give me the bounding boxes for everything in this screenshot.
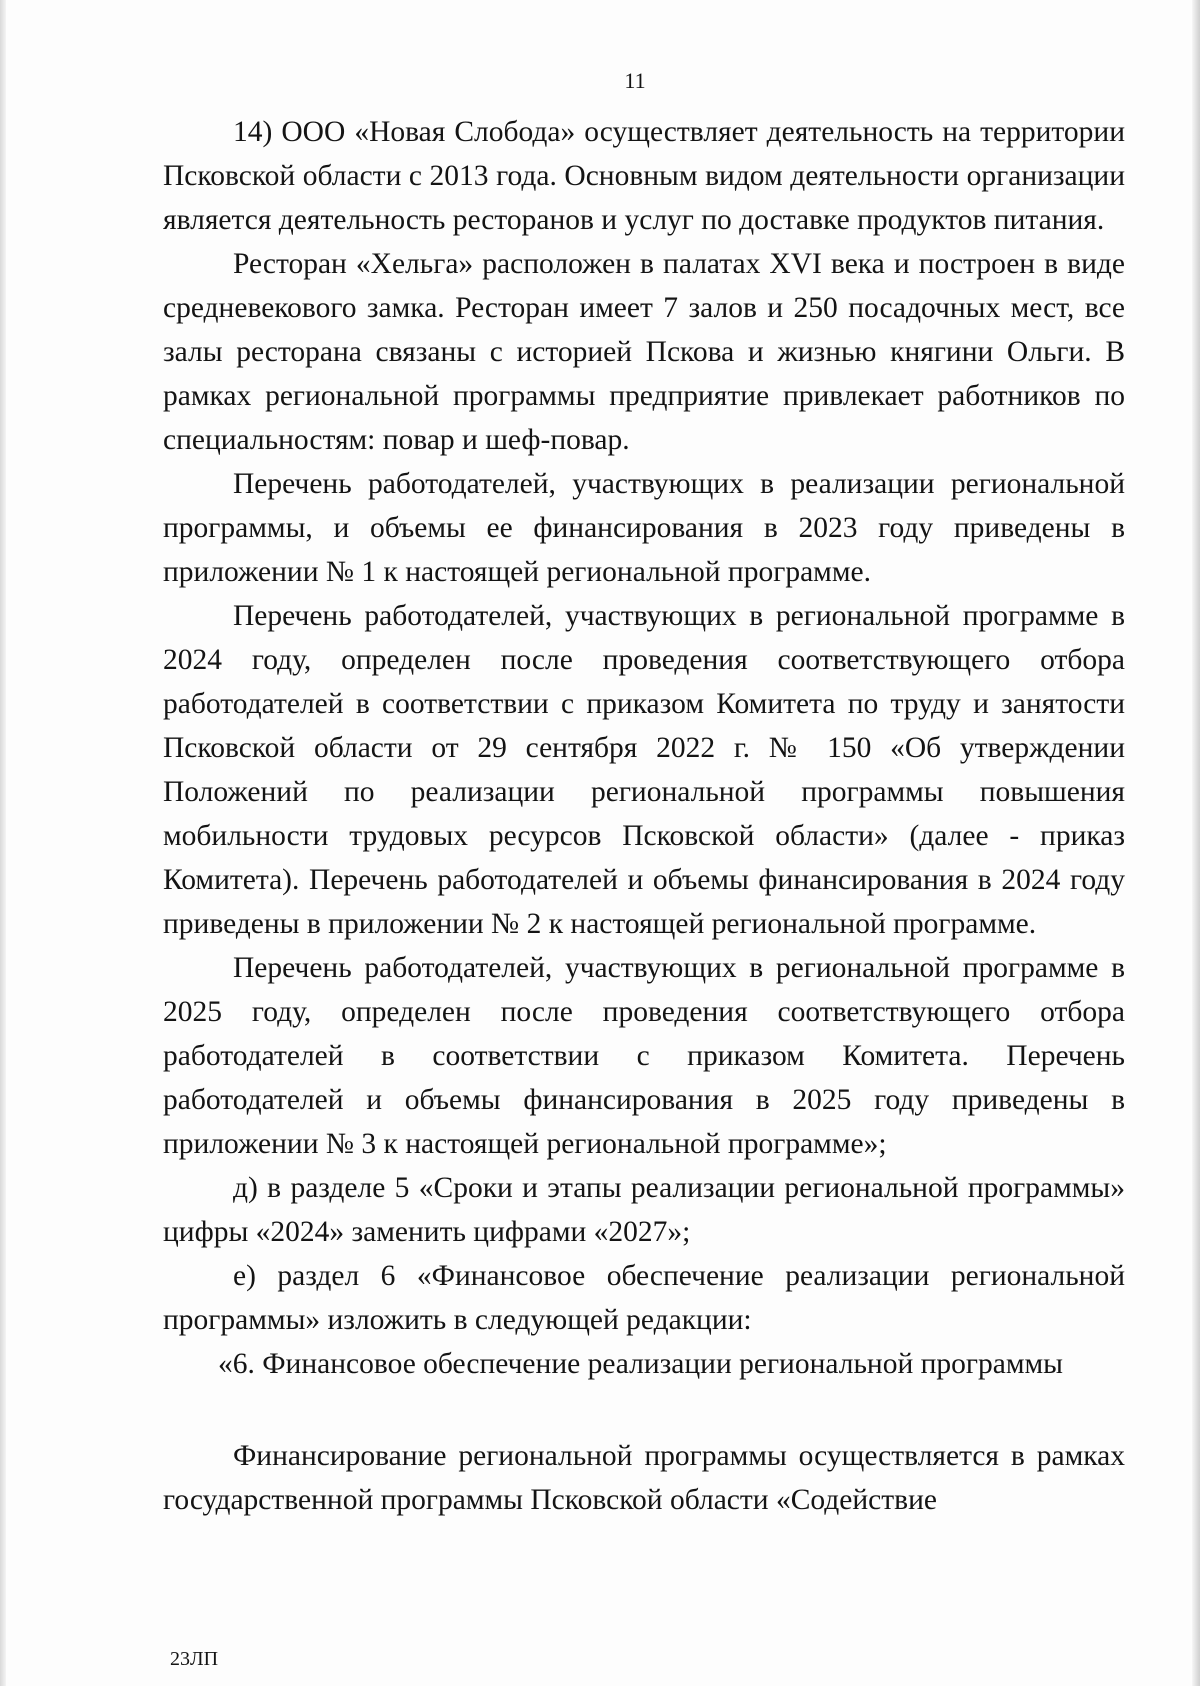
paragraph-employers-2024: Перечень работодателей, участвующих в региональной программе в 2024 году, определен после проведения соответствующего отбора работодателей в соответствии с приказом Комитета по труду и занятости Псковской области от 29 сентября 2022 г. № 150 «Об утверждении Положений по реализации региональной программы повышения мобильности трудовых ресурсов Псковской области» (далее - приказ Комитета). Перечень работодателей и объемы финансирования в 2024 году приведены в приложении № 2 к настоящей региональной программе.: [163, 600, 1125, 940]
paragraph-financing: Финансирование региональной программы осуществляется в рамках государственной программы Псковской области «Содействие: [163, 1440, 1125, 1516]
paragraph-section-5-amendment: д) в разделе 5 «Сроки и этапы реализации региональной программы» цифры «2024» заменить цифрами «2027»;: [163, 1172, 1125, 1248]
paragraph-section-6-amendment: е) раздел 6 «Финансовое обеспечение реализации региональной программы» изложить в следующей редакции:: [163, 1260, 1125, 1336]
scan-edge-left: [0, 0, 6, 1686]
page-number: 11: [624, 68, 646, 93]
section-6-heading: «6. Финансовое обеспечение реализации региональной программы: [218, 1348, 1063, 1380]
footer-code: 23ЛП: [170, 1648, 219, 1670]
document-body: [163, 110, 1125, 1522]
paragraph-restaurant-helga: Ресторан «Хельга» расположен в палатах XVI века и построен в виде средневекового замка. Ресторан имеет 7 залов и 250 посадочных мест, все залы ресторана связаны с историей Пскова и жизнью княгини Ольги. В рамках региональной программы предприятие привлекает работников по специальностям: повар и шеф-повар.: [163, 248, 1125, 456]
scan-edge-right: [1192, 0, 1200, 1686]
spacer: [163, 1386, 1125, 1434]
paragraph-new-sloboda: 14) ООО «Новая Слобода» осуществляет деятельность на территории Псковской области с 2013 года. Основным видом деятельности организации является деятельность ресторанов и услуг по доставке продуктов питания.: [163, 116, 1125, 236]
paragraph-employers-2025: Перечень работодателей, участвующих в региональной программе в 2025 году, определен после проведения соответствующего отбора работодателей в соответствии с приказом Комитета. Перечень работодателей и объемы финансирования в 2025 году приведены в приложении № 3 к настоящей региональной программе»;: [163, 952, 1125, 1160]
paragraph-employers-2023: Перечень работодателей, участвующих в реализации региональной программы, и объемы ее финансирования в 2023 году приведены в приложении № 1 к настоящей региональной программе.: [163, 468, 1125, 588]
